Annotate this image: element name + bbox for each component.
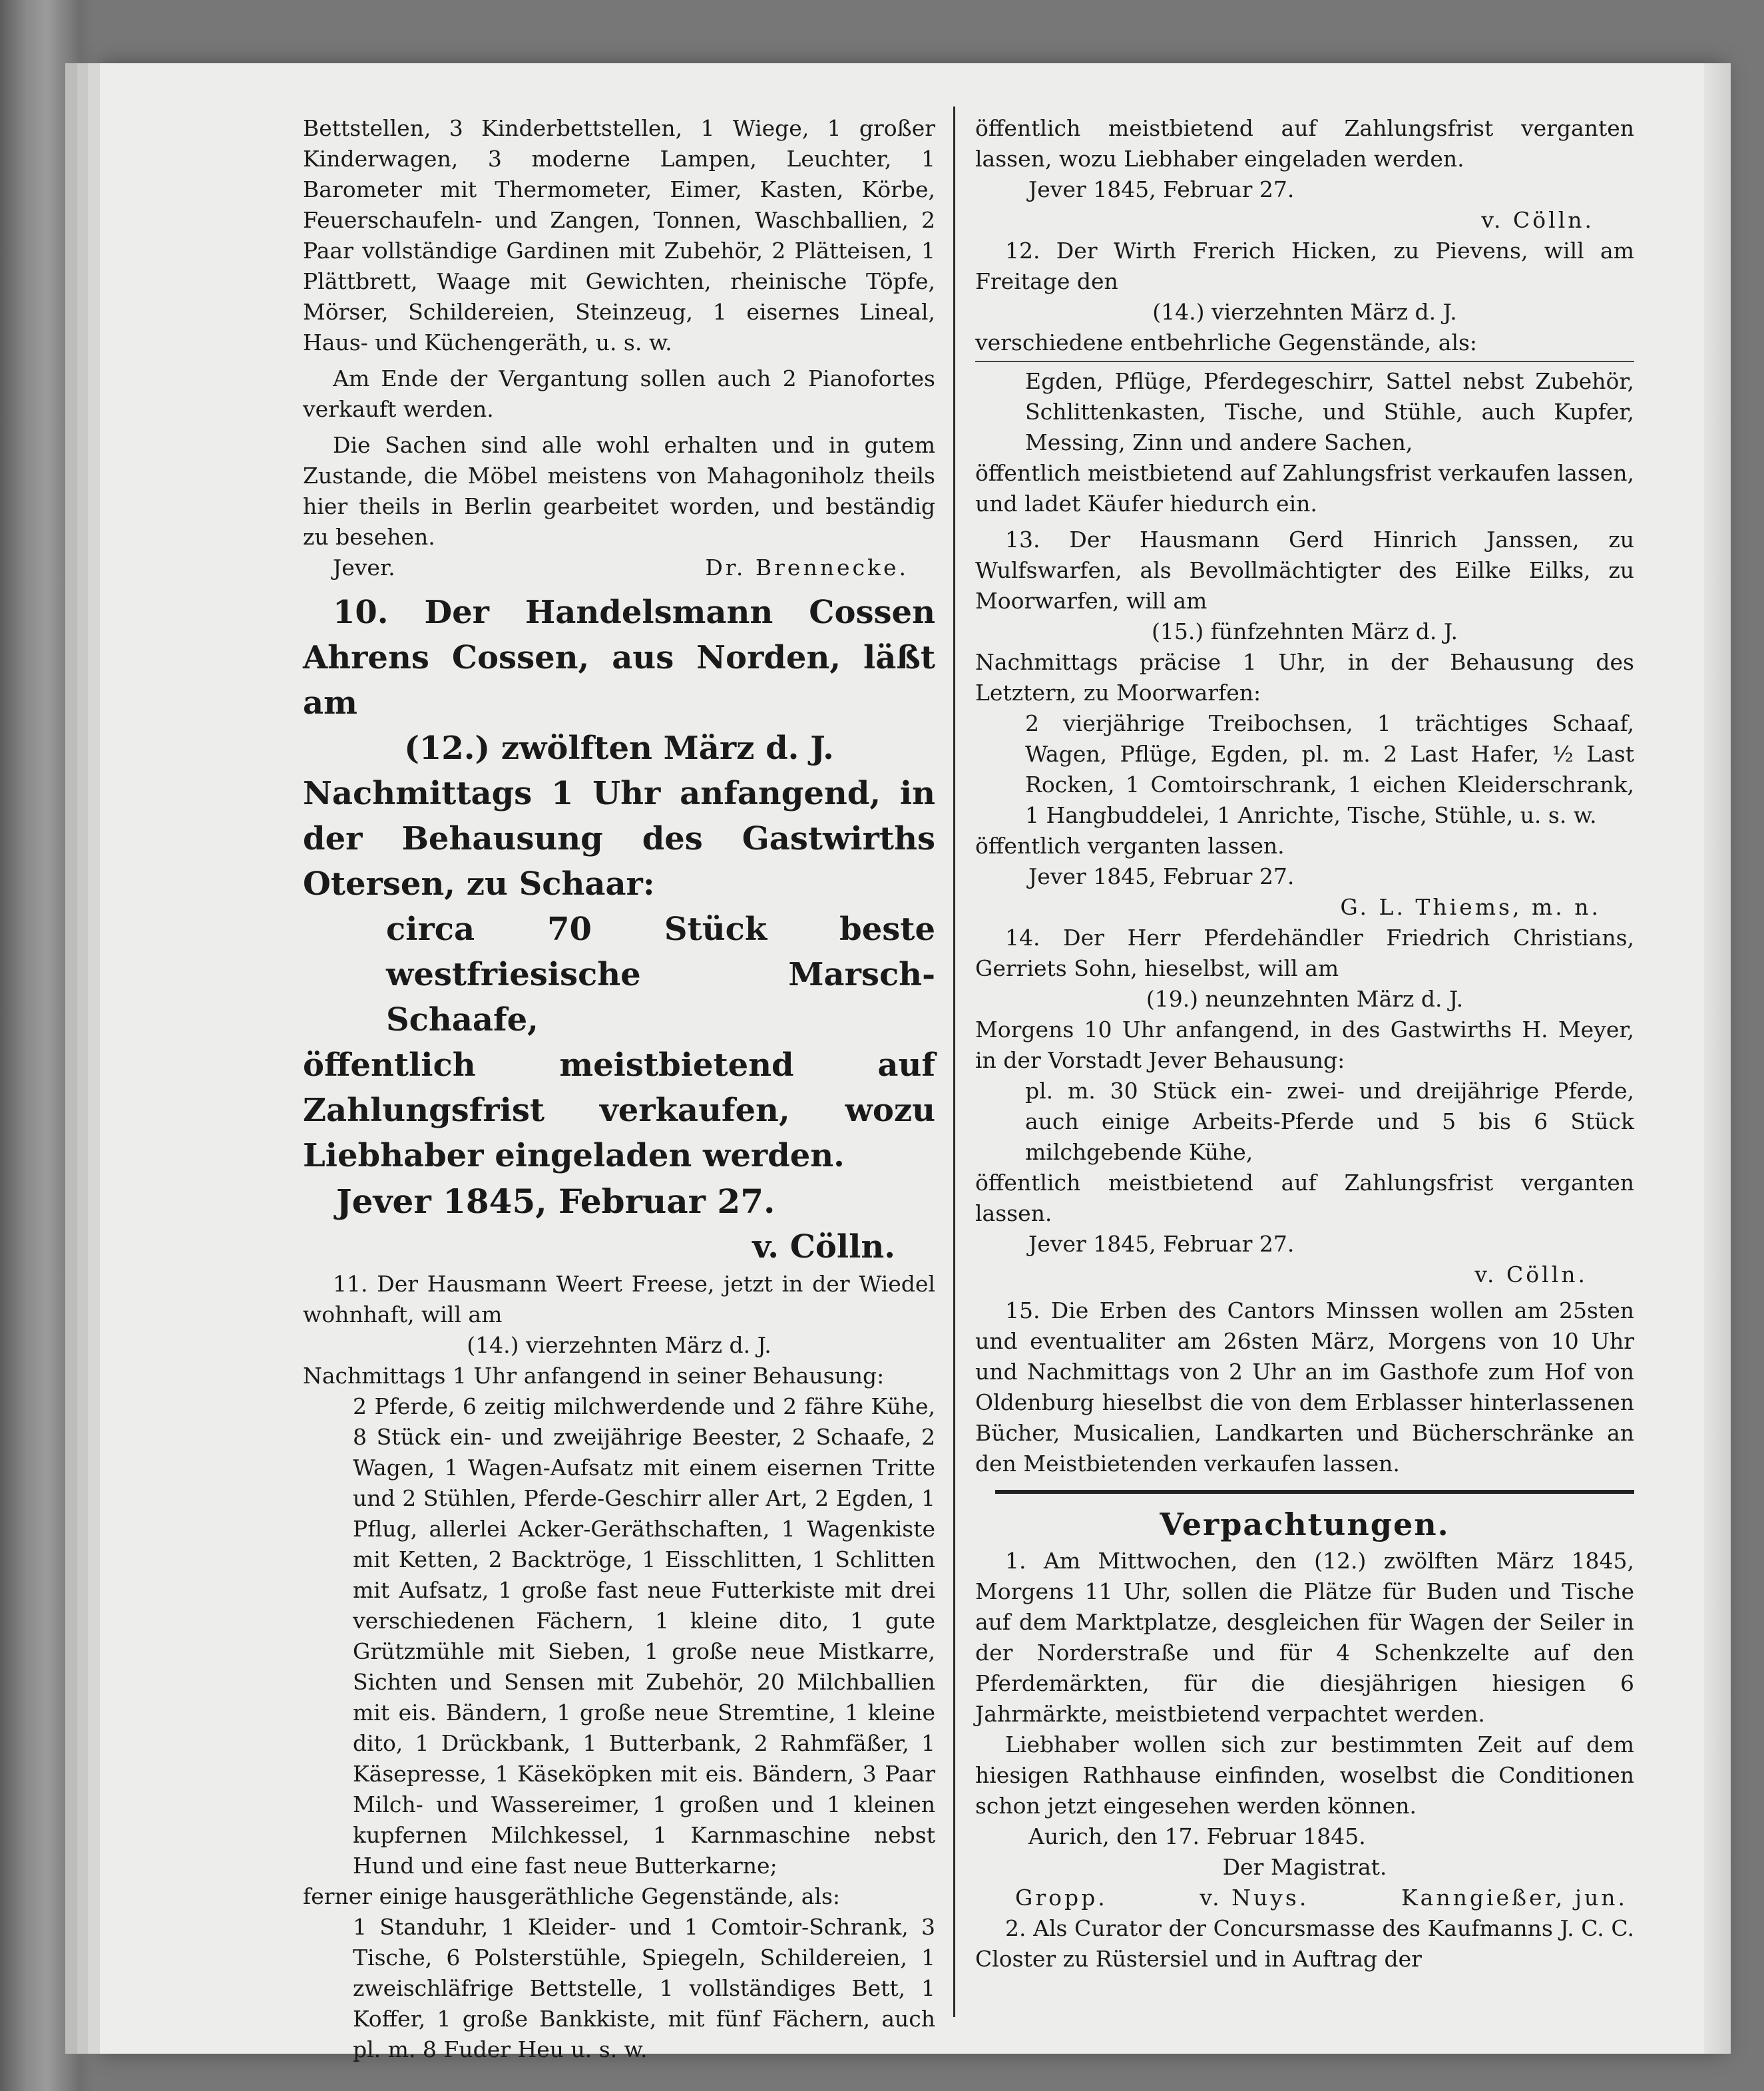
notice-13-time: Nachmittags präcise 1 Uhr, in der Behausung des Letztern, zu Moorwarfen:: [975, 649, 1634, 706]
notice-11-terms: öffentlich meistbietend auf Zahlungsfrist verganten lassen, wozu Liebhaber eingeladen werden.: [975, 115, 1634, 172]
notice-12-date: (14.) vierzehnten März d. J.: [1152, 299, 1457, 325]
signature: Dr. Brennecke.: [705, 555, 909, 581]
notice-13-terms: öffentlich verganten lassen.: [975, 833, 1285, 859]
notice-11-more-items: 1 Standuhr, 1 Kleider- und 1 Comtoir-Schrank, 3 Tische, 6 Polsterstühle, Spiegeln, Schildereien, 1 zweischläfrige Bettstelle, 1 vollständiges Bett, 1 Koffer, 1 große Bankkiste, mit fünf Fächern, auch pl. m. 8 Fuder Heu u. s. w.: [353, 1914, 935, 2062]
condition-note: Die Sachen sind alle wohl erhalten und in gutem Zustande, die Möbel meistens von Mahagoniholz theils hier theils in Berlin gearbeitet worden, und beständig zu besehen.: [303, 432, 935, 550]
lease-1-signatures: [975, 1883, 1634, 1913]
notice-14-intro: 14. Der Herr Pferdehändler Friedrich Christians, Gerriets Sohn, hieselbst, will am: [975, 925, 1634, 981]
notice-14-date: (19.) neunzehnten März d. J.: [1146, 986, 1464, 1012]
notice-10-date: (12.) zwölften März d. J.: [404, 730, 834, 767]
notice-10-intro: 10. Der Handelsmann Cossen Ahrens Cossen, aus Norden, läßt am: [303, 594, 935, 722]
notice-13-signature: G. L. Thiems, m. n.: [1340, 894, 1601, 920]
section-rule: [995, 1490, 1634, 1494]
notice-10-terms: öffentlich meistbietend auf Zahlungsfrist verkaufen, wozu Liebhaber eingeladen werden.: [303, 1046, 935, 1174]
pianoforte-note: Am Ende der Vergantung sollen auch 2 Pianofortes verkauft werden.: [303, 365, 935, 422]
notice-13-date: (15.) fünfzehnten März d. J.: [1152, 618, 1458, 644]
notice-14-signature: v. Cölln.: [1474, 1262, 1588, 1287]
right-column: [975, 113, 1634, 1975]
lease-1-authority: Der Magistrat.: [1222, 1854, 1387, 1880]
lease-1: 1. Am Mittwochen, den (12.) zwölften März 1845, Morgens 11 Uhr, sollen die Plätze für Buden und Tische auf dem Marktplatze, desgleichen für Wagen der Seiler in der Norderstraße und für 4 Schenkzelte auf den Pferdemärkten, für die diesjährigen hiesigen 6 Jahrmärkte, meistbietend verpachtet werden.: [975, 1548, 1634, 1727]
notice-11-intro: 11. Der Hausmann Weert Freese, jetzt in der Wiedel wohnhaft, will am: [303, 1271, 935, 1327]
notice-11-items: 2 Pferde, 6 zeitig milchwerdende und 2 fähre Kühe, 8 Stück ein- und zweijährige Beester, 2 Schaafe, 2 Wagen, 1 Wagen-Aufsatz mit einem eisernen Tritte und 2 Stühlen, Pferde-Geschirr aller Art, 2 Egden, 1 Pflug, allerlei Acker-Geräthschaften, 1 Wagenkiste mit Ketten, 2 Backtröge, 1 Eisschlitten, 1 Schlitten mit Aufsatz, 1 große fast neue Futterkiste mit drei verschiedenen Fächern, 1 kleine dito, 1 gute Grützmühle mit Sieben, 1 große neue Mistkarre, Sichten und Sensen mit Zubehör, 20 Milchballien mit eis. Bändern, 1 große neue Stremtine, 1 kleine dito, 1 Drückbank, 1 Butterbank, 2 Rahmfäßer, 1 Käsepresse, 1 Käseköpken mit eis. Bändern, 3 Paar Milch- und Wassereimer, 1 großen und 1 kleinen kupfernen Milchkessel, 1 Karnmaschine nebst Hund und eine fast neue Butterkarne;: [353, 1393, 935, 1879]
notice-11-date: (14.) vierzehnten März d. J.: [467, 1332, 772, 1358]
signature-line: [303, 553, 935, 583]
notice-12-intro: 12. Der Wirth Frerich Hicken, zu Pievens, will am Freitage den: [975, 238, 1634, 294]
signature: Gropp.: [1015, 1885, 1108, 1911]
notice-11-dateline: Jever 1845, Februar 27.: [1028, 176, 1295, 202]
page-edge: [1704, 63, 1731, 2054]
signature: v. Nuys.: [1200, 1885, 1309, 1911]
notice-11-time: Nachmittags 1 Uhr anfangend in seiner Behausung:: [303, 1363, 885, 1389]
notice-12-terms: öffentlich meistbietend auf Zahlungsfrist verkaufen lassen, und ladet Käufer hiedurch ein.: [975, 460, 1634, 517]
left-column: [303, 113, 935, 2065]
notice-12-lead: verschiedene entbehrliche Gegenstände, als:: [975, 330, 1478, 355]
notice-10-signature: v. Cölln.: [752, 1228, 895, 1266]
notice-10-items: circa 70 Stück beste westfriesische Marsch-Schaafe,: [386, 911, 935, 1039]
rule: [975, 361, 1634, 362]
notice-13-intro: 13. Der Hausmann Gerd Hinrich Janssen, zu Wulfswarfen, als Bevollmächtigter des Eilke Eilks, zu Moorwarfen, will am: [975, 527, 1634, 614]
notice-13-items: 2 vierjährige Treibochsen, 1 trächtiges Schaaf, Wagen, Pflüge, Egden, pl. m. 2 Last Hafer, ½ Last Rocken, 1 Comtoirschrank, 1 eichen Kleiderschrank, 1 Hangbuddelei, 1 Anrichte, Tische, Stühle, u. s. w.: [1025, 710, 1634, 828]
lease-1-dateline: Aurich, den 17. Februar 1845.: [1028, 1823, 1366, 1849]
notice-15: 15. Die Erben des Cantors Minssen wollen am 25sten und eventualiter am 26sten März, Morgens von 10 Uhr und Nachmittags von 2 Uhr an im Gasthofe zum Hof von Oldenburg hieselbst die von dem Erblasser hinterlassenen Bücher, Musicalien, Landkarten und Bücherschränke an den Meistbietenden verkaufen lassen.: [975, 1297, 1634, 1477]
notice-14-items: pl. m. 30 Stück ein- zwei- und dreijährige Pferde, auch einige Arbeits-Pferde und 5 bis 6 Stück milchgebende Kühe,: [1025, 1078, 1634, 1165]
notice-13-dateline: Jever 1845, Februar 27.: [1028, 863, 1295, 889]
notice-10-time: Nachmittags 1 Uhr anfangend, in der Behausung des Gastwirths Otersen, zu Schaar:: [303, 775, 935, 903]
notice-11-signature: v. Cölln.: [1481, 207, 1594, 233]
signature: Kanngießer, jun.: [1401, 1885, 1628, 1911]
place: Jever.: [333, 555, 395, 581]
notice-10-dateline: Jever 1845, Februar 27.: [336, 1182, 775, 1221]
notice-14-time: Morgens 10 Uhr anfangend, in des Gastwirths H. Meyer, in der Vorstadt Jever Behausung:: [975, 1017, 1634, 1073]
notice-14-dateline: Jever 1845, Februar 27.: [1028, 1231, 1295, 1257]
notice-14-terms: öffentlich meistbietend auf Zahlungsfrist verganten lassen.: [975, 1170, 1634, 1226]
lease-2: 2. Als Curator der Concursmasse des Kaufmanns J. C. C. Closter zu Rüstersiel und in Auftrag der: [975, 1915, 1634, 1972]
notice-11-more: ferner einige hausgeräthliche Gegenstände, als:: [303, 1883, 841, 1909]
notice-12-items: Egden, Pflüge, Pferdegeschirr, Sattel nebst Zubehör, Schlittenkasten, Tische, und Stühle, auch Kupfer, Messing, Zinn und andere Sachen,: [1025, 368, 1634, 455]
section-heading: Verpachtungen.: [1160, 1507, 1450, 1542]
column-divider: [953, 107, 955, 2017]
lease-1-note: Liebhaber wollen sich zur bestimmten Zeit auf dem hiesigen Rathhause einfinden, woselbst die Conditionen schon jetzt eingesehen werden können.: [975, 1732, 1634, 1819]
item-list-continued: Bettstellen, 3 Kinderbettstellen, 1 Wiege, 1 großer Kinderwagen, 3 moderne Lampen, Leuchter, 1 Barometer mit Thermometer, Eimer, Kasten, Körbe, Feuerschaufeln- und Zangen, Tonnen, Waschballien, 2 Paar vollständige Gardinen mit Zubehör, 2 Plätteisen, 1 Plättbrett, Waage mit Gewichten, rheinische Töpfe, Mörser, Schildereien, Steinzeug, 1 eisernes Lineal, Haus- und Küchengeräth, u. s. w.: [303, 115, 935, 355]
